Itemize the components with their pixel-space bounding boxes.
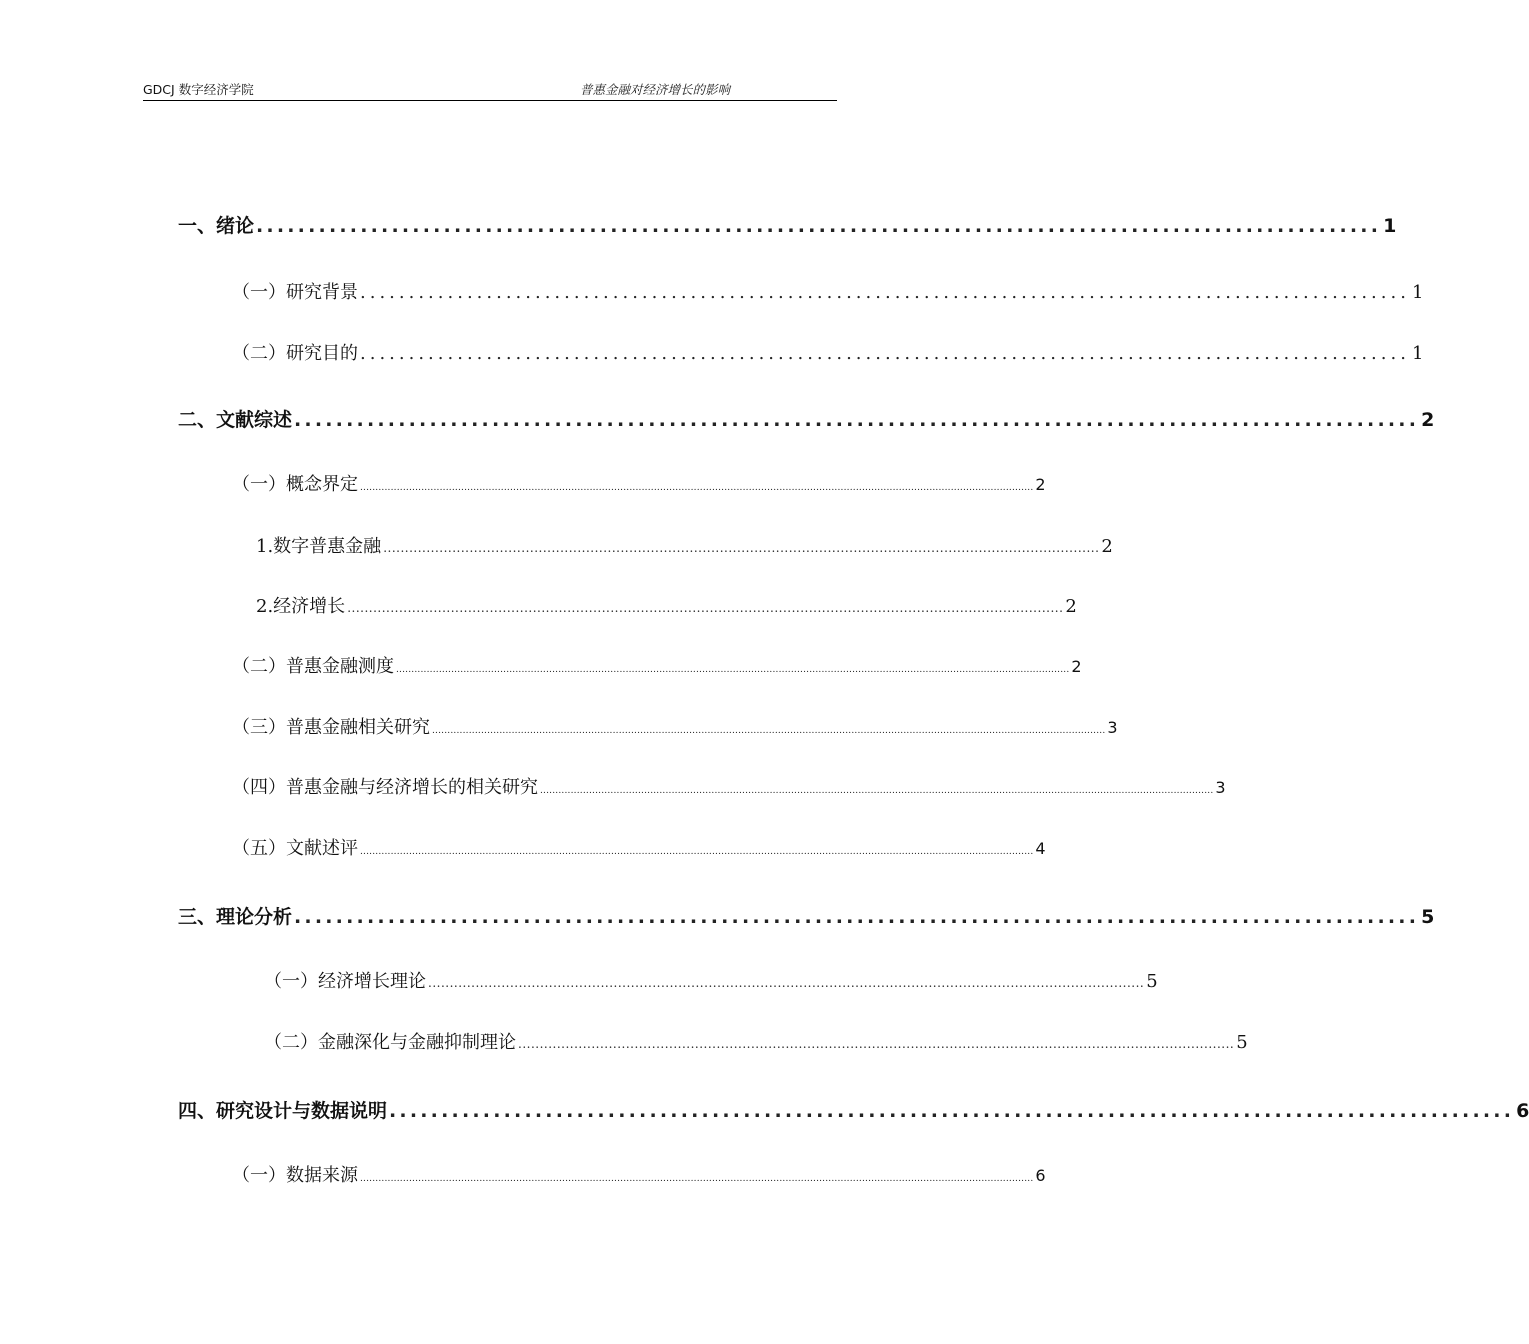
toc-page: 5 [1146,971,1158,992]
toc-page: 2 [1035,475,1046,494]
toc-entry[interactable] [232,652,1082,678]
header-left: GDCJ 数字经济学院 [143,82,254,97]
toc-title: （二）研究目的 [232,343,358,364]
toc-leader: ............................................................................................................................................................................................................................ [432,726,1106,736]
toc-page: 5 [1236,1032,1248,1053]
toc-page: 2 [1101,536,1113,557]
toc-title: （一）概念界定 [232,474,358,495]
toc-leader: ...................................................................................................................................................................... [383,541,1100,555]
toc-leader: ............................................................................................................ [256,215,1382,237]
toc-leader: ...................................................................................................................................................................... [347,601,1064,615]
toc-leader: ............................................................................................................ [294,906,1420,928]
toc-entry[interactable] [232,713,1118,739]
toc-title: 四、研究设计与数据说明 [178,1100,388,1122]
toc-leader: ............................................................................................................................................................................................................................ [360,483,1034,493]
toc-entry[interactable] [232,773,1226,799]
toc-leader: ............................................................................................................................................................................................................................ [396,665,1070,675]
toc-page: 2 [1065,596,1077,617]
toc-page: 4 [1035,839,1046,858]
toc-title: （一）经济增长理论 [264,971,426,992]
toc-page: 1 [1411,282,1424,303]
toc-entry[interactable] [232,1161,1046,1187]
toc-leader: ............................................................................................................................................................................................................................ [360,1174,1034,1184]
toc-title: （一）研究背景 [232,282,358,303]
toc-entry[interactable] [232,278,1424,304]
toc-page: 3 [1215,778,1226,797]
toc-entry[interactable] [264,967,1158,993]
toc-title: （二）普惠金融测度 [232,656,394,677]
toc-page: 2 [1071,657,1082,676]
toc-title: （四）普惠金融与经济增长的相关研究 [232,777,538,798]
toc-page: 6 [1035,1166,1046,1185]
toc-leader: ............................................................................................................ [389,1100,1515,1122]
toc-entry[interactable] [256,532,1113,558]
toc-leader: ...................................................................................................................................................................... [428,976,1145,990]
toc-title: 2.经济增长 [256,596,346,617]
toc-entry[interactable] [178,1096,1529,1123]
toc-entry[interactable] [178,902,1435,929]
toc-title: 1.数字普惠金融 [256,536,382,557]
toc-leader: ............................................................................................................ [360,282,1410,303]
toc-leader: ............................................................................................................ [294,409,1420,431]
header-right: 普惠金融对经济增长的影响 [580,82,731,97]
toc-title: （二）金融深化与金融抑制理论 [264,1032,516,1053]
toc-leader: ............................................................................................................................................................................................................................ [540,786,1214,796]
toc-leader: ............................................................................................................ [360,343,1410,364]
toc-title: （五）文献述评 [232,838,358,859]
toc-entry[interactable] [232,339,1424,365]
toc-leader: ...................................................................................................................................................................... [518,1037,1235,1051]
toc-title: 三、理论分析 [178,906,293,928]
toc-entry[interactable] [232,470,1046,496]
toc-entry[interactable] [232,834,1046,860]
toc-page: 3 [1107,718,1118,737]
toc-page: 1 [1383,215,1397,237]
header-rule [143,100,837,101]
toc-page: 1 [1411,343,1424,364]
toc-title: （三）普惠金融相关研究 [232,717,430,738]
toc-title: （一）数据来源 [232,1165,358,1186]
toc-title: 二、文献综述 [178,409,293,431]
toc-page: 5 [1421,906,1435,928]
toc-page: 2 [1421,409,1435,431]
toc-entry[interactable] [178,405,1435,432]
toc-entry[interactable] [256,592,1077,618]
toc-title: 一、绪论 [178,215,255,237]
toc-page: 6 [1516,1100,1529,1122]
toc-leader: ............................................................................................................................................................................................................................ [360,847,1034,857]
toc-entry[interactable] [264,1028,1248,1054]
toc-entry[interactable] [178,211,1397,238]
